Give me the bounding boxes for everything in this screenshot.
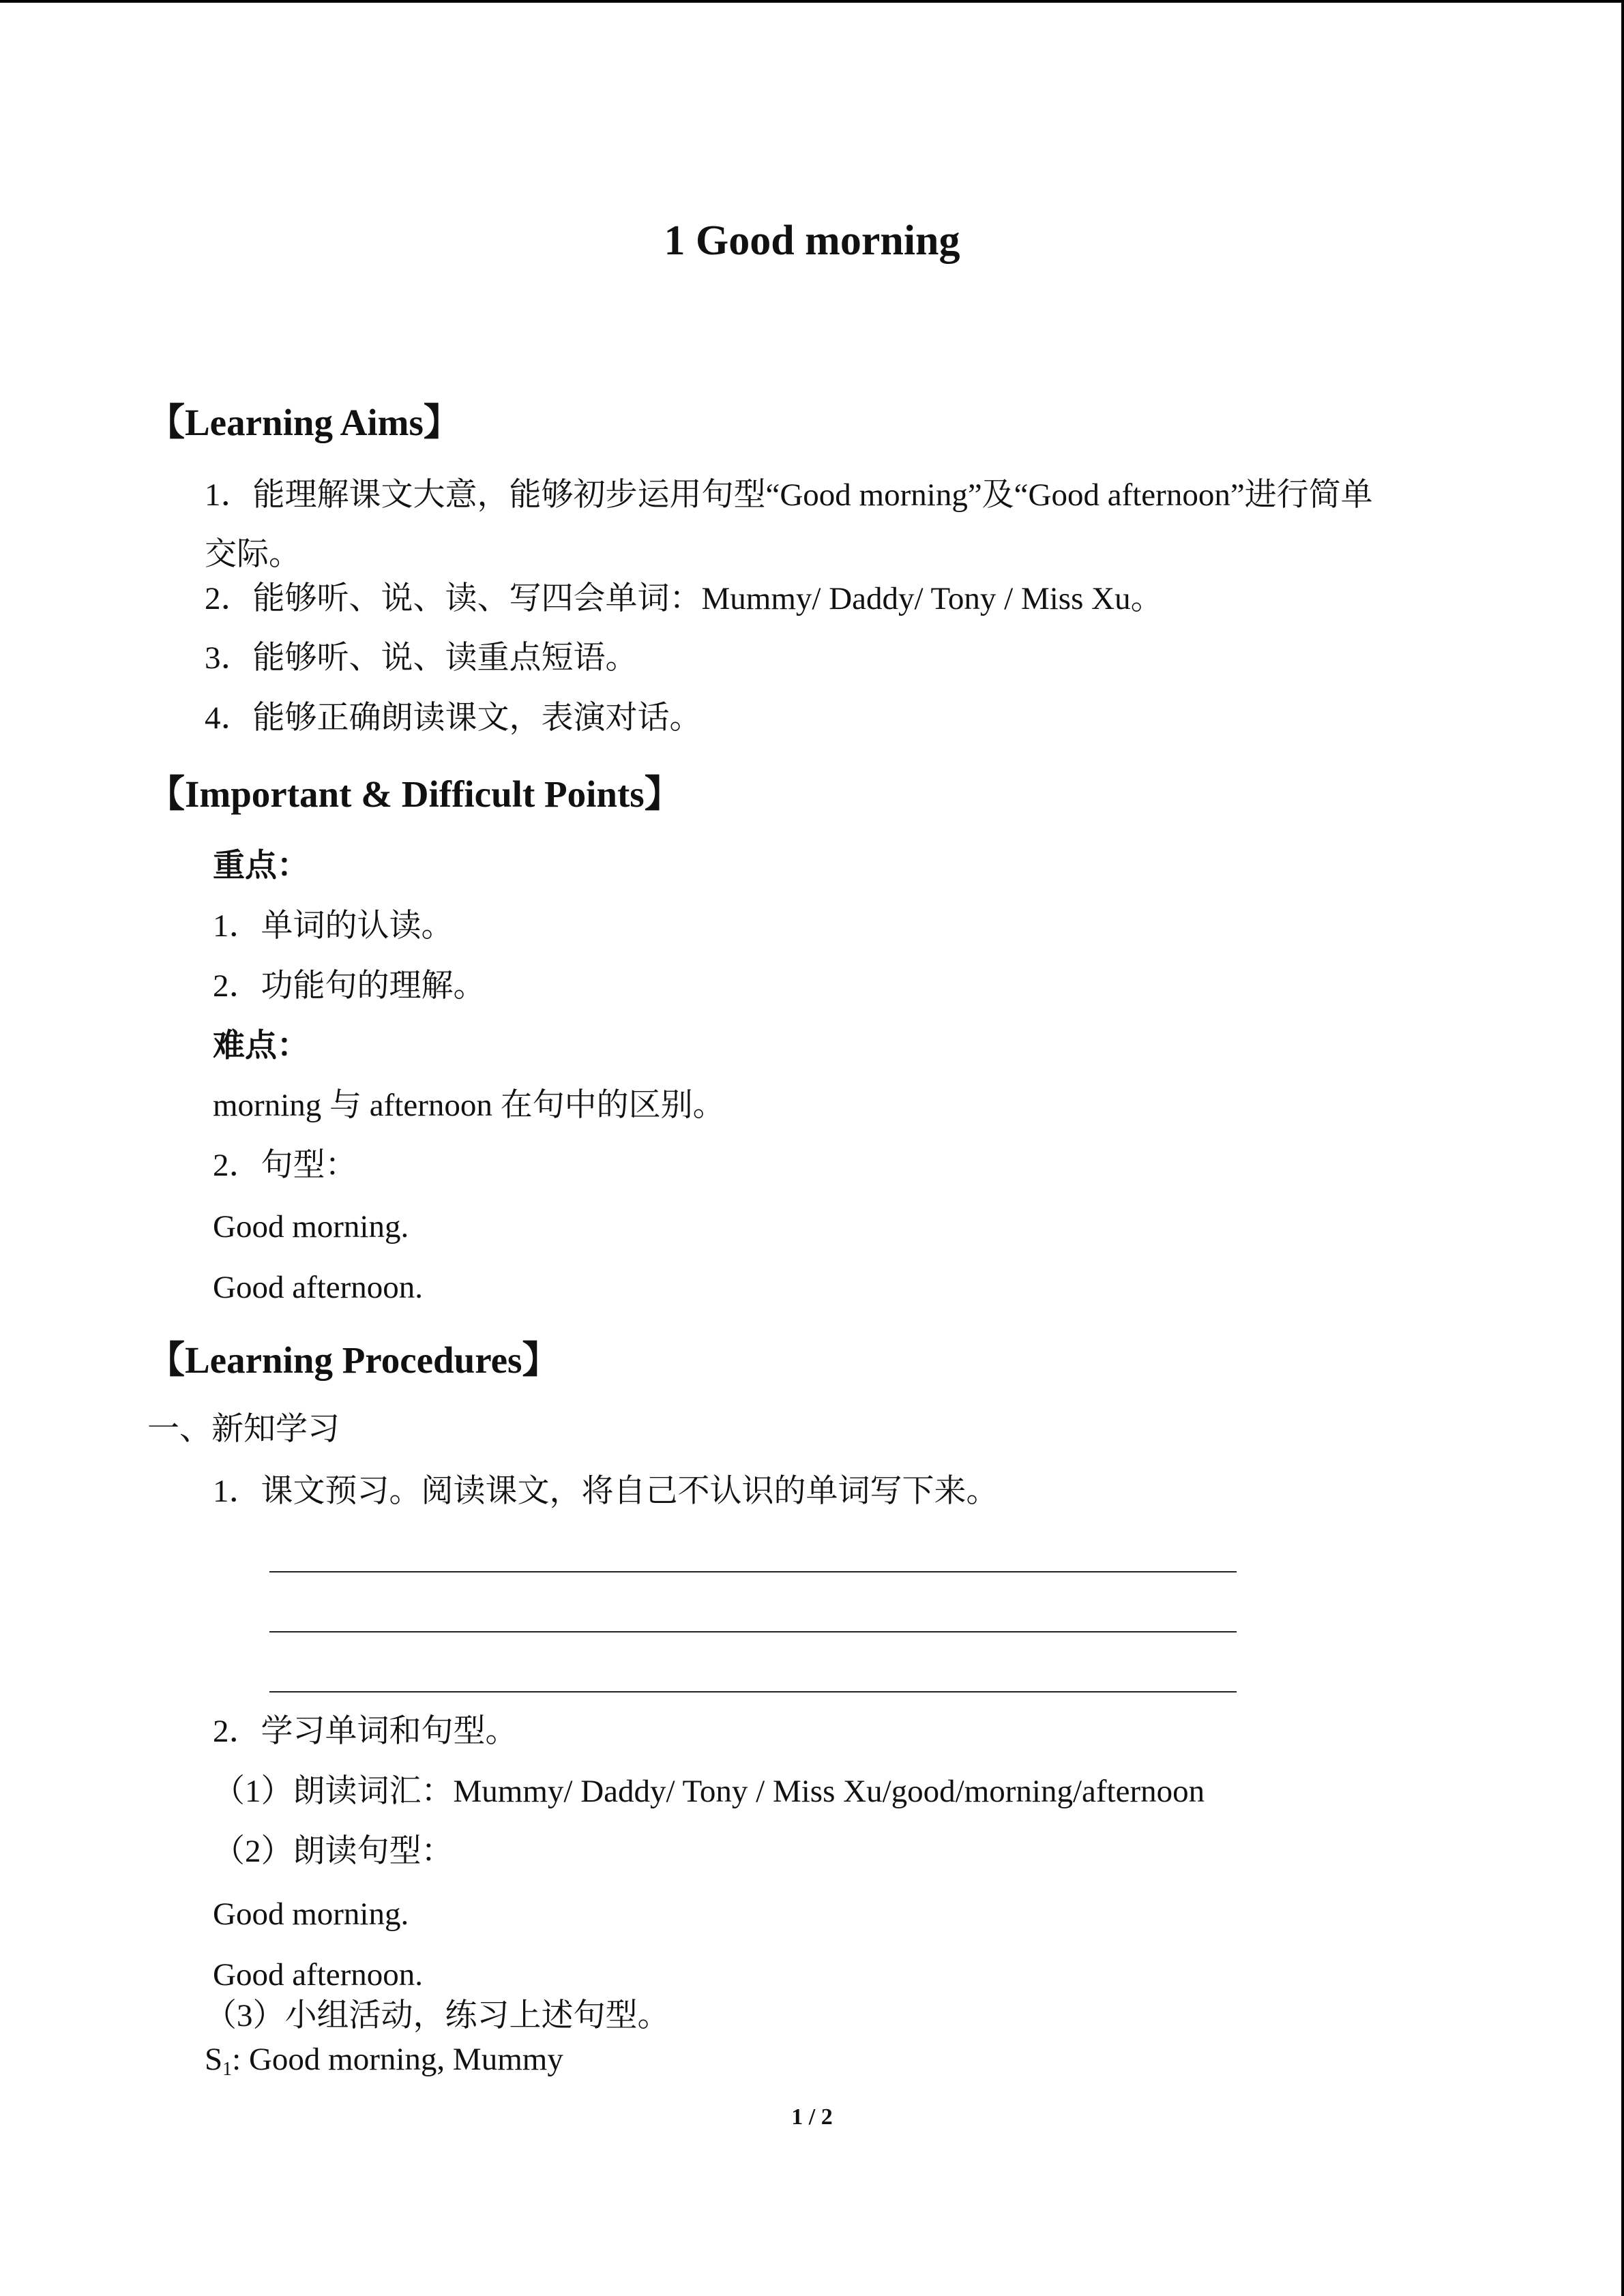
section-heading-important-difficult: 【Important & Difficult Points】 (147, 773, 682, 815)
aim-item-4: 4．能够正确朗读课文，表演对话。 (205, 700, 702, 736)
answer-line-2[interactable] (269, 1631, 1237, 1632)
step-1: 1．课文预习。阅读课文，将自己不认识的单词写下来。 (213, 1474, 999, 1509)
aim-item-2: 2．能够听、说、读、写四会单词：Mummy/ Daddy/ Tony / Miss Xu。 (205, 581, 1163, 616)
key-point-2: 2．功能句的理解。 (213, 968, 486, 1004)
step-2: 2．学习单词和句型。 (213, 1714, 518, 1749)
page-right-border (1621, 0, 1624, 2296)
section-heading-learning-procedures: 【Learning Procedures】 (147, 1339, 560, 1381)
sentence-good-morning: Good morning. (213, 1209, 409, 1244)
dialog-line-s1 (205, 2044, 563, 2079)
sub-step-2-sentences: （2）朗读句型： (213, 1834, 454, 1869)
difficult-point-2: 2．句型： (213, 1148, 357, 1183)
sub-step-1-vocabulary: （1）朗读词汇：Mummy/ Daddy/ Tony / Miss Xu/good/morning/afternoon (213, 1774, 1205, 1809)
answer-line-1[interactable] (269, 1571, 1237, 1572)
sentence-good-afternoon: Good afternoon. (213, 1270, 424, 1305)
key-points-label: 重点： (213, 848, 309, 884)
practice-sentence-good-afternoon: Good afternoon. (213, 1957, 424, 1993)
section-heading-learning-aims: 【Learning Aims】 (147, 402, 461, 443)
page-top-border (0, 0, 1624, 3)
practice-sentence-good-morning: Good morning. (213, 1896, 409, 1932)
aim-item-1-line-1: 1．能理解课文大意，能够初步运用句型“Good morning”及“Good afternoon”进行简单 (205, 477, 1373, 513)
answer-line-3[interactable] (269, 1691, 1237, 1693)
page-number: 1 / 2 (791, 2104, 833, 2130)
dialog-speaker: S (205, 2042, 223, 2077)
part-1-heading: 一、新知学习 (147, 1412, 340, 1447)
aim-item-3: 3．能够听、说、读重点短语。 (205, 640, 638, 676)
sub-step-3-group-activity: （3）小组活动，练习上述句型。 (205, 1998, 670, 2033)
dialog-speaker-number: 1 (222, 2059, 233, 2080)
key-point-1: 1．单词的认读。 (213, 908, 454, 944)
page-title: 1 Good morning (664, 218, 960, 264)
difficult-points-label: 难点： (213, 1028, 309, 1064)
aim-item-1-line-2: 交际。 (205, 537, 301, 572)
difficult-point-1: morning 与 afternoon 在句中的区别。 (213, 1088, 725, 1123)
dialog-text: : Good morning, Mummy (232, 2042, 563, 2077)
